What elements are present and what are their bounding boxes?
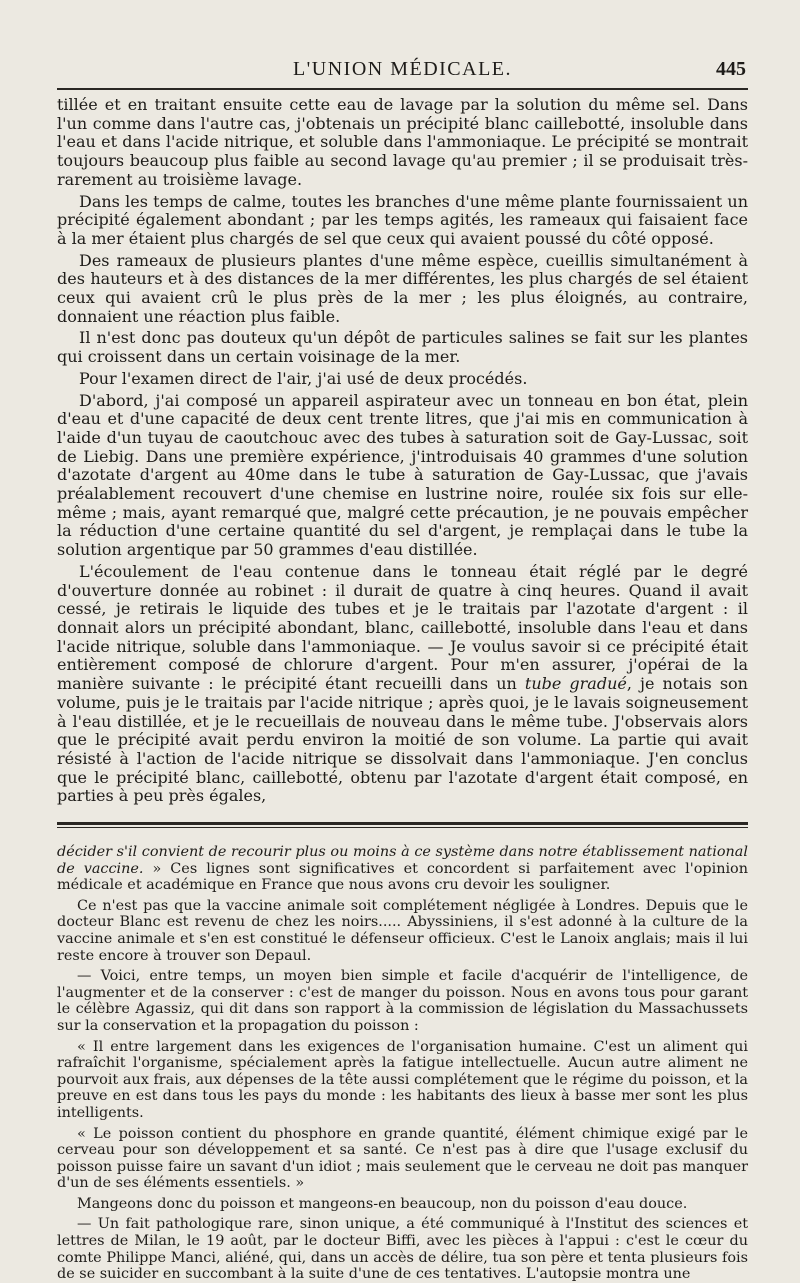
paragraph: D'abord, j'ai composé un appareil aspirateur avec un tonneau en bon état, plein d'eau et d'une capacité de deux cent trente litres, que j'ai mis en communication à l'aide d'un tuyau de caoutchouc avec des tubes à saturation soit de Gay-Lussac, soit de Liebig. Dans une première expérience, j'introduisais 40 grammes d'une solution d'azotate d'argent au 40me dans le tube à saturation de Gay-Lussac, que j'avais préalablement recouvert d'une chemise en lustrine noire, roulée six fois sur elle-même ; mais, ayant remarqué que, malgré cette précaution, je ne pouvais empêcher la réduction d'une certaine quantité du sel d'argent, je remplaçai dans le tube la solution argentique par 50 grammes d'eau distillée. xyxy=(57,390,748,560)
note-paragraph xyxy=(57,844,748,894)
note-paragraph: — Voici, entre temps, un moyen bien simple et facile d'acquérir de l'intelligence, de l'augmenter et de la conserver : c'est de manger du poisson. Nous en avons tous pour garant le célèbre Agassiz, qui dit dans son rapport à la commission de législation du Massachussets sur la conservation et la propagation du poisson : xyxy=(57,968,748,1034)
separator-thin-rule xyxy=(57,827,748,828)
feuilleton-separator xyxy=(57,822,748,828)
header-rule xyxy=(57,88,748,90)
paragraph: Dans les temps de calme, toutes les branches d'une même plante fournissaient un précipité également abondant ; par les temps agités, les rameaux qui faisaient face à la mer étaient plus chargés de sel que ceux qui avaient poussé du côté opposé. xyxy=(57,191,748,248)
paragraph xyxy=(57,563,748,806)
separator-thick-rule xyxy=(57,822,748,825)
note-paragraph: Mangeons donc du poisson et mangeons-en beaucoup, non du poisson d'eau douce. xyxy=(77,1195,688,1212)
italic-text: décider s'il convient de recourir plus ou moins à ce système dans notre établissement national de vaccine. xyxy=(57,844,748,877)
main-text xyxy=(57,96,748,806)
note-paragraph: Ce n'est pas que la vaccine animale soit complétement négligée à Londres. Depuis que le docteur Blanc est revenu de chez les noirs..... Abyssiniens, il s'est adonné à la culture de la vaccine animale et s'en est constitué le défenseur officieux. C'est le Lanoix anglais; mais il lui reste encore à trouver son Depaul. xyxy=(57,897,748,964)
italic-text: tube gradué xyxy=(524,674,627,694)
note-paragraph: « Le poisson contient du phosphore en grande quantité, élément chimique exigé par le cerveau pour son développement et sa santé. Ce n'est pas à dire que l'usage exclusif du poisson puisse faire un savant d'un idiot ; mais seulement que le cerveau ne doit pas manquer d'un de ses éléments essentiels. » xyxy=(57,1125,748,1192)
paragraph: Des rameaux de plusieurs plantes d'une même espèce, cueillis simultanément à des hauteurs et à des distances de la mer différentes, les plus chargés de sel étaient ceux qui avaient crû le plus près de la mer ; les plus éloignés, au contraire, donnaient une réaction plus faible. xyxy=(57,250,748,326)
text-run: , je notais son volume, puis je le traitais par l'acide nitrique ; après quoi, je le lavais soigneusement à l'eau distillée, et je le recueillais de nouveau dans le même tube. J'observais alors que le précipité avait perdu environ la moitié de son volume. La partie qui avait résisté à l'action de l'acide nitrique se dissolvait dans l'ammoniaque. J'en conclus que le précipité blanc, caillebotté, obtenu par l'azotate d'argent était composé, en parties à peu près égales, xyxy=(57,674,748,806)
text-run: » Ces lignes sont significatives et concordent si parfaitement avec l'opinion médicale et académique en France que nous avons cru devoir les souligner. xyxy=(57,860,748,894)
paragraph: tillée et en traitant ensuite cette eau de lavage par la solution du même sel. Dans l'un comme dans l'autre cas, j'obtenais un précipité blanc caillebotté, insoluble dans l'eau et dans l'acide nitrique, et soluble dans l'ammoniaque. Le précipité se montrait toujours beaucoup plus faible au second lavage qu'au premier ; il se produisait très-rarement au troisième lavage. xyxy=(57,95,748,189)
running-head: L'UNION MÉDICALE. xyxy=(292,58,513,80)
paragraph: Pour l'examen direct de l'air, j'ai usé de deux procédés. xyxy=(79,368,528,388)
note-paragraph: — Un fait pathologique rare, sinon unique, a été communiqué à l'Institut des sciences et lettres de Milan, le 19 août, par le docteur Biffi, avec les pièces à l'appui : c'est le cœur du comte Philippe Manci, aliéné, qui, dans un accès de délire, tua son père et tenta plusieurs fois de se suicider en succombant à la suite d'une de ces tentatives. L'autopsie montra une xyxy=(57,1216,748,1283)
page-number: 445 xyxy=(716,58,746,80)
note-paragraph: « Il entre largement dans les exigences de l'organisation humaine. C'est un aliment qui rafraîchit l'organisme, spécialement après la fatigue intellectuelle. Aucun autre aliment ne pourvoit aux frais, aux dépenses de la tête aussi complétement que le régime du poisson, et la preuve en est dans tous les pays du monde : les habitants des lieux à basse mer sont les plus intelligents. xyxy=(57,1038,748,1121)
text-run: L'écoulement de l'eau contenue dans le tonneau était réglé par le degré d'ouverture donnée au robinet : il durait de quatre à cinq heures. Quand il avait cessé, je retirais le liquide des tubes et je le traitais par l'azotate d'argent : il donnait alors un précipité abondant, blanc, caillebotté, insoluble dans l'eau et dans l'acide nitrique, soluble dans l'ammoniaque. — Je voulus savoir si ce précipité était entièrement composé de chlorure d'argent. Pour m'en assurer, j'opérai de la manière suivante : le précipité étant recueilli dans un xyxy=(57,561,748,694)
feuilleton-text xyxy=(57,844,748,1283)
paragraph: Il n'est donc pas douteux qu'un dépôt de particules salines se fait sur les plantes qui croissent dans un certain voisinage de la mer. xyxy=(57,328,748,367)
page-header xyxy=(57,56,748,82)
